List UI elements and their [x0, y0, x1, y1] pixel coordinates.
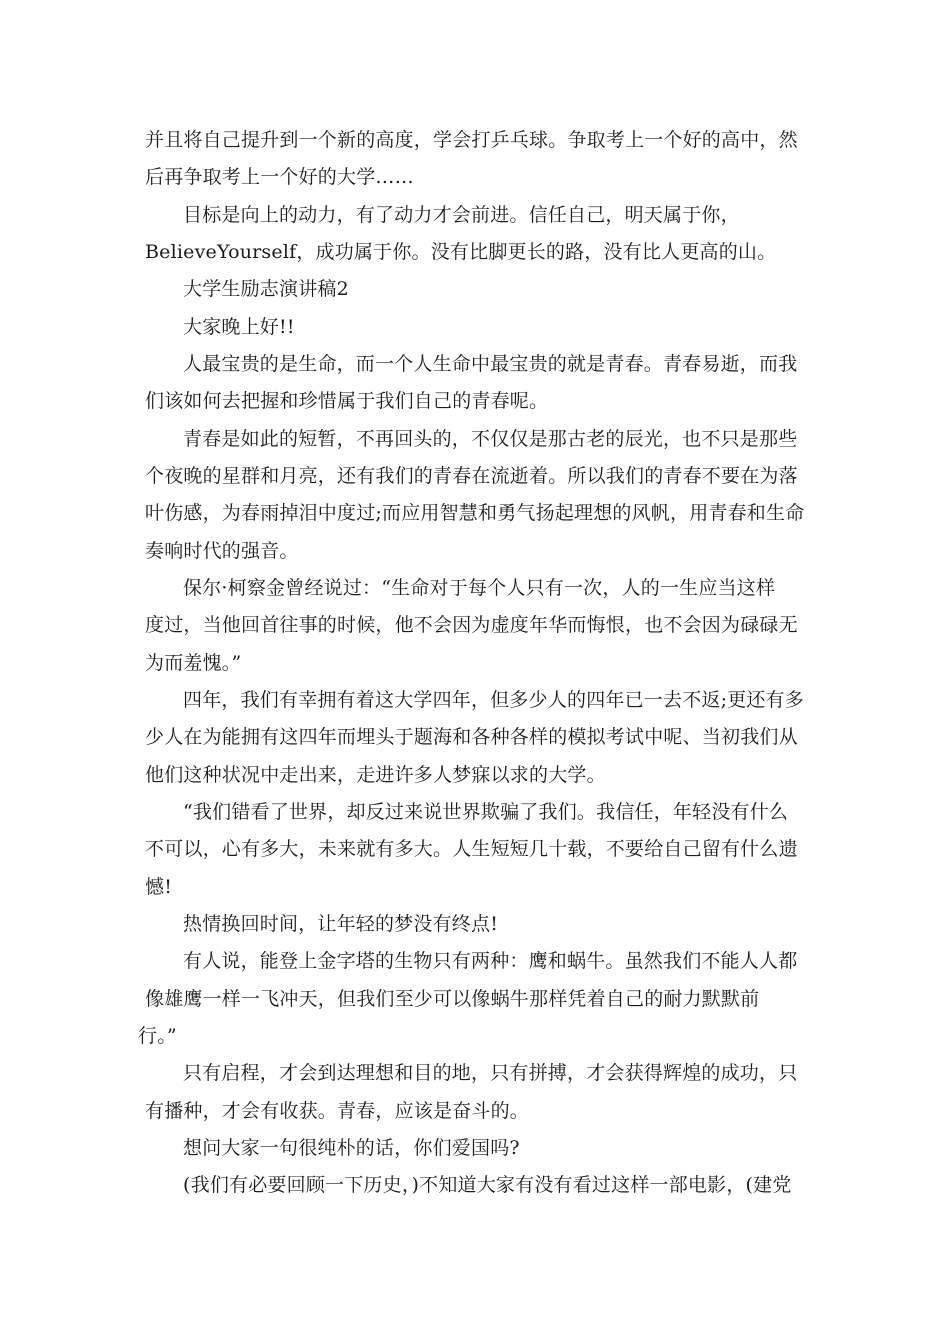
- text-line: 四年，我们有幸拥有着这大学四年，但多少人的四年已一去不返;更还有多: [183, 689, 805, 711]
- text-line: 大家晚上好!!: [183, 316, 295, 338]
- text-line: 行。”: [138, 1025, 177, 1047]
- text-line: 想问大家一句很纯朴的话，你们爱国吗?: [183, 1137, 520, 1159]
- text-line: “我们错看了世界，却反过来说世界欺骗了我们。我信任，年轻没有什么: [183, 801, 789, 823]
- text-line: 有人说，能登上金字塔的生物只有两种：鹰和蜗牛。虽然我们不能人人都: [183, 950, 798, 972]
- text-line: 后再争取考上一个好的大学……: [145, 166, 414, 188]
- text-line: 有播种，才会有收获。青春，应该是奋斗的。: [145, 1100, 530, 1122]
- text-line: 青春是如此的短暂，不再回头的，不仅仅是那古老的辰光，也不只是那些: [183, 428, 798, 450]
- text-line: BelieveYourself，成功属于你。没有比脚更长的路，没有比人更高的山。: [145, 241, 777, 263]
- text-line: 憾!: [145, 876, 173, 898]
- text-line: 人最宝贵的是生命，而一个人生命中最宝贵的就是青春。青春易逝，而我: [183, 353, 798, 375]
- text-line: 他们这种状况中走出来，走进许多人梦寐以求的大学。: [145, 764, 606, 786]
- text-line: 们该如何去把握和珍惜属于我们自己的青春呢。: [145, 390, 549, 412]
- text-line: 保尔·柯察金曾经说过：“生命对于每个人只有一次，人的一生应当这样: [183, 577, 776, 599]
- text-line: 热情换回时间，让年轻的梦没有终点!: [183, 913, 499, 935]
- text-line: 像雄鹰一样一飞冲天，但我们至少可以像蜗牛那样凭着自己的耐力默默前: [145, 988, 760, 1010]
- text-line: 为而羞愧。”: [145, 652, 242, 674]
- text-line: 并且将自己提升到一个新的高度，学会打乒乓球。争取考上一个好的高中，然: [145, 129, 798, 151]
- text-line: 目标是向上的动力，有了动力才会前进。信任自己，明天属于你，: [183, 204, 740, 226]
- section-heading: 大学生励志演讲稿2: [183, 278, 349, 300]
- text-line: 只有启程，才会到达理想和目的地，只有拼搏，才会获得辉煌的成功，只: [183, 1062, 798, 1084]
- text-line: 不可以，心有多大，未来就有多大。人生短短几十载，不要给自己留有什么遗: [145, 838, 798, 860]
- text-line: 叶伤感，为春雨掉泪中度过;而应用智慧和勇气扬起理想的风帆，用青春和生命: [145, 502, 805, 524]
- text-line: 少人在为能拥有这四年而埋头于题海和各种各样的模拟考试中呢、当初我们从: [145, 726, 798, 748]
- text-line: (我们有必要回顾一下历史，)不知道大家有没有看过这样一部电影，(建党: [183, 1174, 792, 1196]
- text-line: 奏响时代的强音。: [145, 540, 299, 562]
- text-line: 度过，当他回首往事的时候，他不会因为虚度年华而悔恨，也不会因为碌碌无: [145, 614, 798, 636]
- text-line: 个夜晚的星群和月亮，还有我们的青春在流逝着。所以我们的青春不要在为落: [145, 465, 798, 487]
